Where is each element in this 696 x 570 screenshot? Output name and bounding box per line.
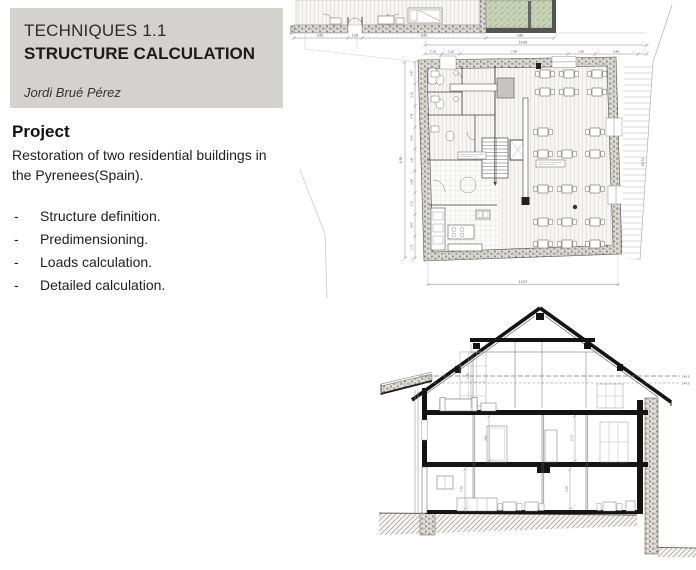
course-label: TECHNIQUES 1.1: [24, 21, 167, 40]
plan-dim-seg: 1,20: [447, 49, 455, 54]
section-foundation-pier: [420, 513, 435, 535]
project-description: Restoration of two residential buildings in the Pyrenees(Spain).: [12, 147, 267, 183]
bullet-item: [12, 276, 288, 294]
plan-dim-seg: 1,10: [429, 49, 437, 54]
plan-dim-left-seg: 1,43: [409, 113, 414, 120]
bullet-item: [12, 207, 288, 225]
bullet-marker: -: [14, 208, 19, 225]
presentation-title: STRUCTURE CALCULATION: [24, 44, 256, 63]
plan-dim-seg: 7,08: [510, 49, 518, 54]
plan-dim-left-seg: 2,72: [409, 244, 414, 250]
plan-dim-bottom-total: 13,97: [518, 280, 528, 284]
section-stone-wall: [645, 398, 658, 554]
bullet-item: [12, 230, 288, 248]
section-openings: [437, 422, 628, 489]
plan-dim-left-total: 9,76: [399, 156, 403, 164]
plan-dim-seg: 1,80: [577, 49, 585, 54]
bullet-text: Predimensioning.: [40, 231, 149, 248]
plan-dim-left-seg: 0,83: [409, 222, 414, 229]
plan-dim-seg: 2,84: [612, 49, 620, 54]
bullet-marker: -: [14, 231, 19, 248]
plan-garden-area: [480, 0, 646, 33]
plan-strip-dim: 1,60: [351, 33, 359, 38]
plan-strip-dimensions: [293, 34, 556, 40]
bullet-item: [12, 253, 288, 271]
bullet-marker: -: [14, 277, 19, 294]
cross-section-drawing: [375, 300, 696, 570]
section-dim-ground-right: 2,60: [564, 486, 569, 492]
plan-dim-left-seg: 1,41: [409, 157, 414, 163]
section-dimensions: [460, 344, 577, 511]
bullet-marker: -: [14, 254, 19, 271]
bullet-text: Structure definition.: [40, 208, 161, 225]
plan-dim-left-seg: 0,98: [409, 179, 414, 185]
plan-dim-left-seg: 1,61: [409, 200, 414, 207]
plan-strip-dim: 8,55: [420, 33, 428, 38]
bullet-text: Detailed calculation.: [40, 277, 166, 294]
plan-dimensions-left: [399, 61, 417, 260]
level-label: 145,0: [682, 374, 690, 379]
section-level-lines: [420, 375, 690, 386]
plan-strip-dim: 3,80: [516, 33, 524, 38]
floor-plan-drawing: [290, 0, 696, 300]
section-dim-first-right: 2,72: [569, 435, 574, 441]
project-bullet-list: [12, 207, 288, 294]
section-dim-attic: 3,45: [465, 373, 470, 379]
project-heading: Project: [12, 122, 70, 141]
plan-top-strip: [290, 0, 480, 34]
section-dim-first-left: 3,02: [483, 435, 488, 441]
plan-dim-left-seg: 0,97: [409, 70, 414, 76]
section-roof: [412, 308, 671, 406]
plan-dim-right-total: 14,71: [641, 158, 645, 166]
level-label: 144,5: [682, 381, 690, 386]
plan-site-lines: [300, 33, 418, 298]
plan-terrace-steps: [622, 5, 672, 260]
section-dim-ground-left: 2,70: [459, 486, 464, 492]
plan-dim-left-seg: 0,60: [409, 135, 414, 141]
author-name: Jordi Brué Pérez: [24, 85, 121, 100]
plan-dimensions-bottom: [427, 256, 620, 286]
title-box: [10, 8, 283, 108]
plan-strip-dim: 4,95: [316, 33, 324, 38]
bullet-text: Loads calculation.: [40, 254, 153, 271]
plan-dim-total: 14,60: [518, 40, 528, 45]
plan-dimensions-top: [424, 40, 649, 55]
plan-dim-left-seg: 2,81: [409, 91, 414, 98]
project-section: [12, 122, 288, 299]
